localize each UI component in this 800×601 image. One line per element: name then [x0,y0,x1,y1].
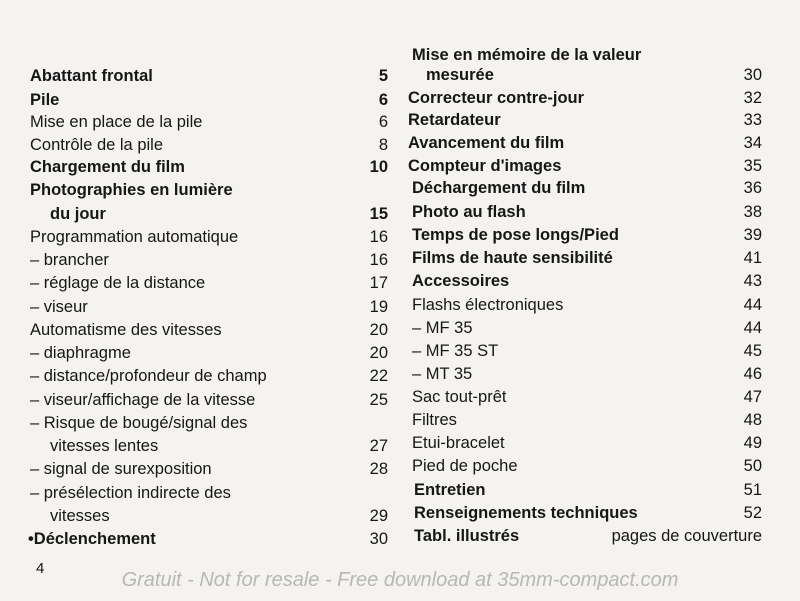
toc-entry-title: Correcteur contre-jour [408,89,585,107]
toc-entry-title: Tabl. illustrés [414,527,520,545]
toc-entry [28,389,388,412]
toc-entry-title: Flashs électroniques [412,296,564,314]
toc-entry-title: Automatisme des vitesses [30,321,222,339]
toc-entry [408,294,762,317]
toc-entry [408,64,762,87]
toc-entry [28,203,388,226]
toc-entry [408,87,762,110]
toc-entry-title: Compteur d'images [408,157,562,175]
toc-entry-page: 30 [369,530,388,548]
toc-entry [28,528,388,551]
toc-entry-title: – distance/profondeur de champ [30,367,267,385]
toc-entry [408,409,762,432]
toc-entry-page: 32 [743,89,762,107]
toc-entry [408,224,762,247]
toc-entry-title: Mise en mémoire de la valeur [412,46,642,64]
toc-entry-page: 16 [369,251,388,269]
toc-entry-title: •Déclenchement [28,530,156,548]
toc-entry-title: Sac tout-prêt [412,388,507,406]
toc-entry-page: 15 [369,205,388,223]
toc-entry-title: Temps de pose longs/Pied [412,226,619,244]
toc-entry [408,525,762,548]
toc-entry [28,272,388,295]
toc-entry [408,109,762,132]
toc-entry-title: Programmation automatique [30,228,239,246]
toc-entry-page: 20 [369,344,388,362]
toc-entry [408,340,762,363]
toc-entry [28,458,388,481]
toc-entry-title: – viseur [30,298,88,316]
toc-entry-page: 50 [743,457,762,475]
toc-entry-title: Renseignements techniques [414,504,638,522]
toc-entry-page: 47 [743,388,762,406]
toc-entry-page: 44 [743,296,762,314]
toc-entry [408,432,762,455]
toc-entry-page: 49 [743,434,762,452]
toc-entry-page: 45 [743,342,762,360]
toc-entry-page: 36 [743,179,762,197]
toc-entry [28,342,388,365]
toc-entry-title: Mise en place de la pile [30,113,203,131]
toc-entry-title: Déchargement du film [412,179,586,197]
toc-entry [408,363,762,386]
toc-entry [28,249,388,272]
toc-entry-page: 52 [743,504,762,522]
toc-entry-page: 38 [743,203,762,221]
toc-entry [408,270,762,293]
toc-entry-title: Accessoires [412,272,510,290]
toc-entry-page: 20 [369,321,388,339]
toc-entry-title: Filtres [412,411,457,429]
toc-entry [408,386,762,409]
toc-entry [28,505,388,528]
toc-entry-page: 19 [369,298,388,316]
toc-entry [408,132,762,155]
toc-entry-title: mesurée [426,66,494,84]
toc-entry-page: 25 [369,391,388,409]
toc-entry [408,155,762,178]
toc-entry-title: Contrôle de la pile [30,136,163,154]
toc-entry-title: Films de haute sensibilité [412,249,613,267]
toc-entry-page: 41 [743,249,762,267]
toc-entry [28,156,388,179]
toc-entry [408,455,762,478]
toc-entry-title: vitesses [50,507,110,525]
page-number: 4 [36,560,45,577]
toc-entry [28,296,388,319]
toc-entry-title: Pied de poche [412,457,518,475]
toc-entry-page: 39 [743,226,762,244]
toc-entry-title: Photographies en lumière [30,181,233,199]
toc-entry-title: – viseur/affichage de la vitesse [30,391,256,409]
toc-entry [28,226,388,249]
toc-entry-page: 22 [369,367,388,385]
toc-entry-page: 46 [743,365,762,383]
toc-entry [28,134,388,157]
toc-entry [28,89,388,112]
toc-entry [28,435,388,458]
toc-entry-title: – signal de surexposition [30,460,212,478]
toc-entry-page: 34 [743,134,762,152]
toc-entry-page: 29 [369,507,388,525]
toc-entry [408,317,762,340]
toc-entry-title: – réglage de la distance [30,274,206,292]
toc-entry-page: 6 [378,113,388,131]
toc-entry-page: 43 [743,272,762,290]
toc-entry-title: Entretien [414,481,486,499]
toc-entry-title: Retardateur [408,111,501,129]
toc-entry-page: 44 [743,319,762,337]
toc-entry-title: – brancher [30,251,109,269]
toc-entry-title: Avancement du film [408,134,565,152]
toc-entry [28,482,388,505]
toc-entry-page: 5 [378,67,388,85]
toc-entry-title: Etui-bracelet [412,434,505,452]
toc-entry [28,65,388,88]
toc-entry [408,479,762,502]
toc-entry-page: 6 [378,91,388,109]
toc-entry-page: 35 [743,157,762,175]
toc-entry-page: 10 [369,158,388,176]
toc-entry-page: 27 [369,437,388,455]
toc-entry-title: Photo au flash [412,203,526,221]
watermark: Gratuit - Not for resale - Free download at 35mm-compact.com [121,569,679,591]
toc-entry-title: – présélection indirecte des [30,484,231,502]
toc-entry-page: 28 [369,460,388,478]
toc-entry-title: vitesses lentes [50,437,159,455]
toc-entry-page: 17 [369,274,388,292]
toc-entry-page: 33 [743,111,762,129]
toc-entry-page: 8 [378,136,388,154]
toc-entry-title: Abattant frontal [30,67,153,85]
toc-entry [28,412,388,435]
toc-entry [408,177,762,200]
toc-entry [28,111,388,134]
toc-entry-page: pages de couverture [611,527,762,545]
toc-entry-page: 48 [743,411,762,429]
toc-entry-title: du jour [50,205,106,223]
toc-entry [28,365,388,388]
toc-entry-title: – Risque de bougé/signal des [30,414,248,432]
toc-entry [28,319,388,342]
toc-entry-title: Pile [30,91,60,109]
toc-entry-title: – MF 35 ST [412,342,499,360]
toc-entry-page: 51 [743,481,762,499]
toc-entry-page: 16 [369,228,388,246]
toc-entry-title: Chargement du film [30,158,185,176]
toc-entry-title: – MT 35 [412,365,473,383]
toc-entry-title: – diaphragme [30,344,131,362]
toc-entry [28,179,388,202]
toc-entry [408,502,762,525]
toc-entry [408,201,762,224]
toc-entry [408,247,762,270]
toc-entry-title: – MF 35 [412,319,473,337]
toc-entry-page: 30 [743,66,762,84]
